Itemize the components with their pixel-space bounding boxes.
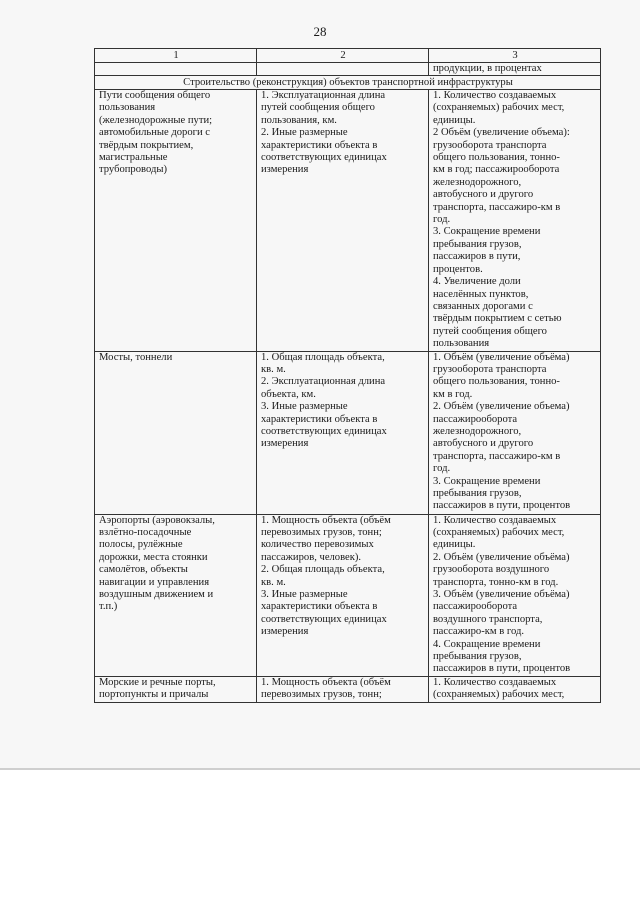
indicators-cell [429, 676, 601, 702]
page-number: 28 [313, 24, 327, 39]
cell-text-line: Мосты, тоннели [99, 351, 173, 363]
cell-text-line: 2. Общая площадь объекта, [261, 564, 385, 576]
table-row [95, 351, 601, 514]
cell-text-line: дорожки, места стоянки [99, 551, 208, 563]
cell-text-line: 2. Эксплуатационная длина [261, 376, 386, 388]
cell-text-line: (сохраняемых) рабочих мест, [433, 102, 565, 114]
cell-text-line: магистральные [99, 152, 168, 164]
continuation-cell-1 [95, 63, 257, 76]
table-row [95, 676, 601, 702]
cell-text-line: 1. Количество создаваемых [433, 90, 557, 101]
cell-text-line: 4. Увеличение доли [433, 276, 521, 288]
cell-text-line: пассажирооборота [433, 601, 518, 613]
object-type-cell [95, 676, 257, 702]
cell-text-line: транспорта, тонно-км в год. [433, 576, 559, 588]
column-header-3: 3 [429, 49, 601, 63]
cell-text-line: единицы. [433, 539, 476, 551]
cell-text-line: грузооборота воздушного [433, 564, 550, 576]
column-header-1: 1 [95, 49, 257, 63]
section-row [95, 76, 601, 90]
cell-text-line: 1. Количество создаваемых [433, 514, 557, 526]
cell-text-line: 1. Мощность объекта (объём [261, 676, 391, 688]
cell-text-line: пассажиро-км в год. [433, 626, 524, 638]
cell-text-line: связанных дорогами с [433, 300, 533, 312]
cell-text-line: т.п.) [99, 601, 118, 613]
cell-text-line: кв. м. [261, 576, 286, 588]
cell-text-line: 3. Сокращение времени [433, 226, 541, 238]
characteristics-cell [257, 351, 429, 514]
cell-text-line: пребывания грузов, [433, 651, 522, 662]
cell-text-line: объекта, км. [261, 388, 316, 400]
cell-text-line: Пути сообщения общего [99, 90, 211, 101]
cell-text-line: характеристики объекта в [261, 601, 378, 613]
cell-text-line: путей сообщения общего [433, 325, 547, 337]
characteristics-cell [257, 90, 429, 352]
section-title: Строительство (реконструкция) объектов транспортной инфраструктуры [95, 76, 601, 90]
object-type-cell [95, 514, 257, 676]
characteristics-cell [257, 514, 429, 676]
cell-text-line: 1. Мощность объекта (объём [261, 514, 391, 526]
cell-text-line: измерения [261, 626, 309, 638]
table-row [95, 90, 601, 352]
cell-text-line: путей сообщения общего [261, 102, 375, 114]
cell-text-line: Аэропорты (аэровокзалы, [99, 514, 215, 526]
continuation-text: продукции, в процентах [429, 63, 601, 76]
cell-text-line: км в год; пассажирооборота [433, 164, 560, 176]
cell-text-line: пользования, км. [261, 114, 337, 126]
cell-text-line: грузооборота транспорта [433, 363, 547, 375]
cell-text-line: 2. Объём (увеличение объема) [433, 401, 570, 413]
characteristics-cell [257, 676, 429, 702]
cell-text-line: твёрдым покрытием с сетью [433, 313, 562, 325]
cell-text-line: автобусного и другого [433, 189, 534, 201]
cell-text-line: Морские и речные порты, [99, 676, 216, 688]
cell-text-line: измерения [261, 438, 309, 450]
cell-text-line: характеристики объекта в [261, 413, 378, 425]
cell-text-line: год. [433, 463, 451, 475]
cell-text-line: навигации и управления [99, 576, 210, 588]
cell-text-line: самолётов, объекты [99, 564, 188, 576]
continuation-cell-2 [257, 63, 429, 76]
column-header-2: 2 [257, 49, 429, 63]
cell-text-line: кв. м. [261, 363, 286, 375]
cell-text-line: пассажиров, человек). [261, 551, 362, 563]
cell-text-line: (сохраняемых) рабочих мест, [433, 689, 565, 701]
cell-text-line: 3. Иные размерные [261, 588, 348, 600]
cell-text-line: общего пользования, тонно- [433, 152, 560, 164]
cell-text-line: перевозимых грузов, тонн; [261, 526, 382, 538]
cell-text-line: 2 Объём (увеличение объема): [433, 127, 570, 139]
cell-text-line: пребывания грузов, [433, 488, 522, 499]
indicators-cell [429, 351, 601, 514]
cell-text-line: соответствующих единицах [261, 425, 387, 437]
cell-text-line: количество перевозимых [261, 539, 374, 551]
cell-text-line: 3. Иные размерные [261, 401, 348, 413]
indicators-table [94, 48, 601, 703]
cell-text-line: 1. Общая площадь объекта, [261, 351, 385, 363]
cell-text-line: 2. Иные размерные [261, 127, 348, 139]
cell-text-line: транспорта, пассажиро-км в [433, 450, 561, 462]
cell-text-line: (сохраняемых) рабочих мест, [433, 526, 565, 538]
cell-text-line: автобусного и другого [433, 438, 534, 450]
object-type-cell [95, 351, 257, 514]
cell-text-line: 4. Сокращение времени [433, 638, 541, 650]
cell-text-line: 1. Количество создаваемых [433, 676, 557, 688]
cell-text-line: пользования [433, 338, 490, 350]
cell-text-line: грузооборота транспорта [433, 139, 547, 151]
cell-text-line: населённых пунктов, [433, 288, 529, 300]
indicators-cell [429, 514, 601, 676]
cell-text-line: железнодорожного, [433, 176, 522, 188]
cell-text-line: характеристики объекта в [261, 139, 378, 151]
cell-text-line: взлётно-посадочные [99, 526, 192, 538]
cell-text-line: перевозимых грузов, тонн; [261, 689, 382, 701]
indicators-cell [429, 90, 601, 352]
cell-text-line: соответствующих единицах [261, 152, 387, 164]
cell-text-line: 1. Эксплуатационная длина [261, 90, 386, 101]
cell-text-line: автомобильные дороги с [99, 127, 210, 139]
cell-text-line: пребывания грузов, [433, 238, 522, 250]
cell-text-line: твёрдым покрытием, [99, 139, 194, 151]
table-row [95, 514, 601, 676]
cell-text-line: 2. Объём (увеличение объёма) [433, 551, 570, 563]
cell-text-line: железнодорожного, [433, 425, 522, 437]
cell-text-line: пассажиров в пути, процентов [433, 500, 571, 512]
cell-text-line: 3. Сокращение времени [433, 475, 541, 487]
cell-text-line: 3. Объём (увеличение объёма) [433, 588, 570, 600]
cell-text-line: воздушного транспорта, [433, 613, 543, 625]
cell-text-line: полосы, рулёжные [99, 539, 183, 551]
cell-text-line: пользования [99, 102, 156, 114]
cell-text-line: воздушным движением и [99, 588, 214, 600]
cell-text-line: портопункты и причалы [99, 689, 209, 701]
continuation-row [95, 63, 601, 76]
cell-text-line: соответствующих единицах [261, 613, 387, 625]
cell-text-line: км в год. [433, 388, 473, 400]
cell-text-line: 1. Объём (увеличение объёма) [433, 351, 570, 363]
cell-text-line: общего пользования, тонно- [433, 376, 560, 388]
cell-text-line: транспорта, пассажиро-км в [433, 201, 561, 213]
cell-text-line: пассажиров в пути, [433, 251, 521, 263]
object-type-cell [95, 90, 257, 352]
cell-text-line: измерения [261, 164, 309, 176]
cell-text-line: год. [433, 214, 451, 226]
cell-text-line: единицы. [433, 114, 476, 126]
cell-text-line: трубопроводы) [99, 164, 167, 176]
cell-text-line: пассажиров в пути, процентов [433, 663, 571, 675]
cell-text-line: (железнодорожные пути; [99, 114, 213, 126]
header-row [95, 49, 601, 63]
cell-text-line: процентов. [433, 263, 483, 275]
cell-text-line: пассажирооборота [433, 413, 518, 425]
